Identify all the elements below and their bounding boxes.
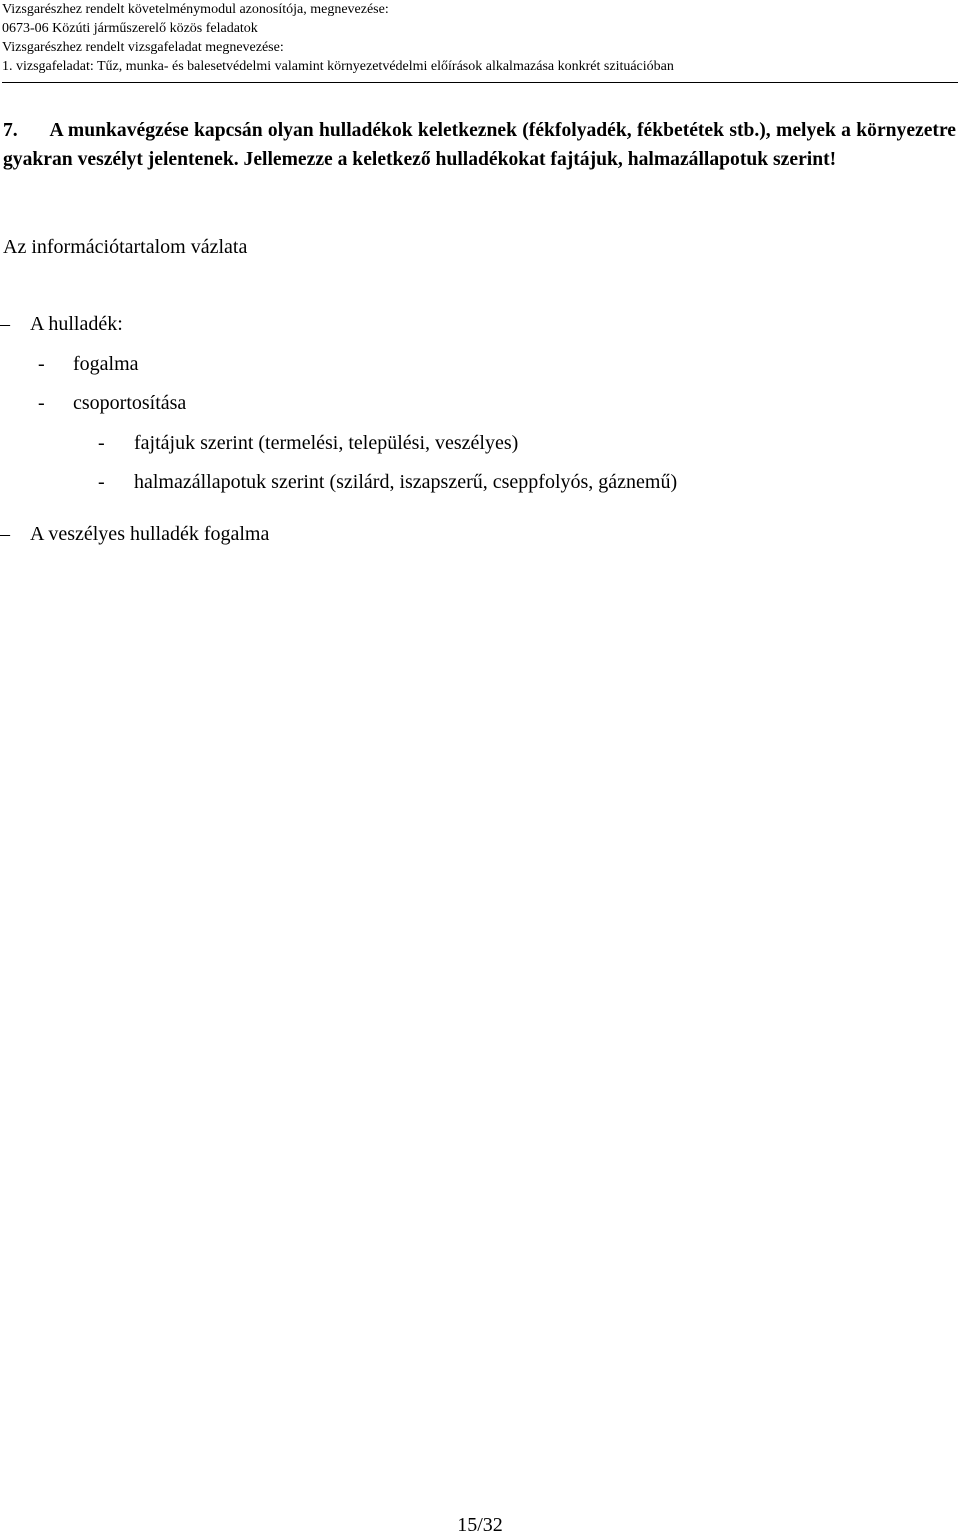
outline-title: Az információtartalom vázlata xyxy=(3,236,248,258)
header-module-name: 0673-06 Közúti járműszerelő közös feladatok xyxy=(2,21,258,36)
outline-item-label: A veszélyes hulladék fogalma xyxy=(30,523,270,545)
outline-item-label: A hulladék: xyxy=(30,313,123,335)
dash-marker: - xyxy=(98,471,105,493)
header-module-label: Vizsgarészhez rendelt követelménymodul azonosítója, megnevezése: xyxy=(2,2,389,17)
task-text: A munkavégzése kapcsán olyan hulladékok keletkeznek (fékfolyadék, fékbetétek stb.), melyek a környezetre gyakran veszélyt jelentenek. Jellemezze a keletkező hulladékokat fajtájuk, halmazállapotuk szerint! xyxy=(3,120,957,170)
page-number: 15/32 xyxy=(457,1514,503,1536)
dash-marker: – xyxy=(0,523,10,545)
outline-subsubitem-label: halmazállapotuk szerint (szilárd, iszapszerű, cseppfolyós, gáznemű) xyxy=(134,471,678,493)
header-task-label: Vizsgarészhez rendelt vizsgafeladat megnevezése: xyxy=(2,40,284,55)
task-statement xyxy=(3,116,956,174)
dash-marker: - xyxy=(38,392,45,414)
outline-subitem-label: csoportosítása xyxy=(73,392,187,414)
dash-marker: - xyxy=(38,353,45,375)
dash-marker: - xyxy=(98,432,105,454)
outline-subitem-label: fogalma xyxy=(73,353,139,375)
task-number: 7. xyxy=(3,120,18,141)
outline-subsubitem-label: fajtájuk szerint (termelési, települési, veszélyes) xyxy=(134,432,519,454)
header-task-name: 1. vizsgafeladat: Tűz, munka- és balesetvédelmi valamint környezetvédelmi előírások alkalmazása konkrét szituációban xyxy=(2,59,674,74)
dash-marker: – xyxy=(0,313,10,335)
page-header xyxy=(2,0,958,83)
